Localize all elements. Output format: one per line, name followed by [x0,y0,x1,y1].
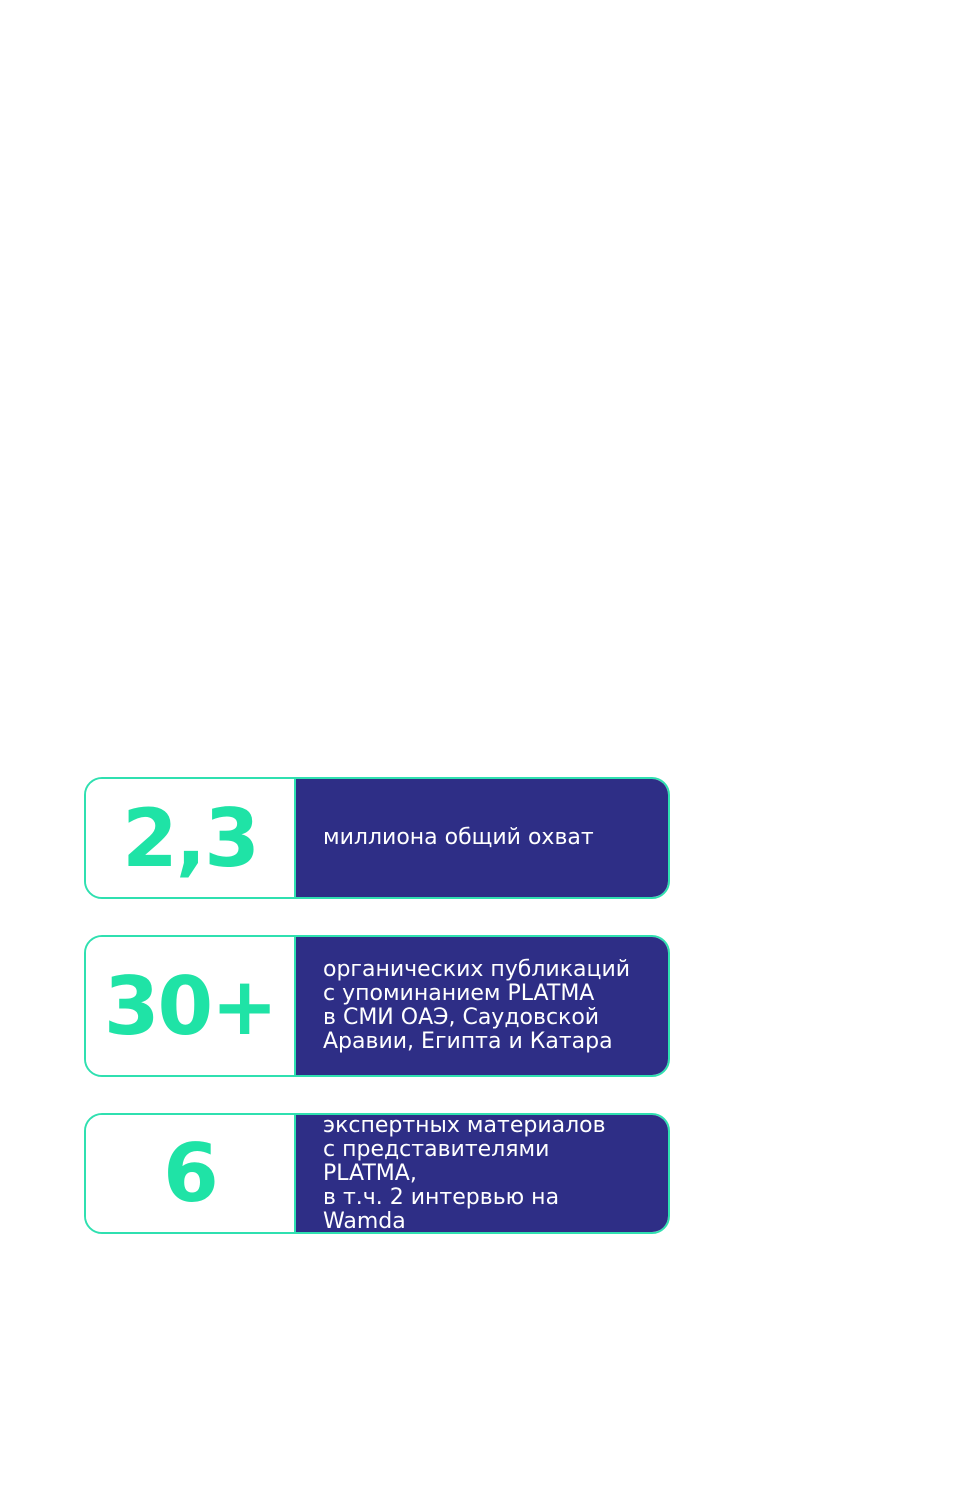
stat-card-publications [84,935,670,1077]
stat-card-expert-materials [84,1113,670,1234]
stat-card-reach [84,777,670,899]
stat-description: экспертных материалов с представителями PLATMA, в т.ч. 2 интервью на Wamda [296,1115,668,1232]
stat-description: миллиона общий охват [296,779,668,897]
stat-value: 6 [86,1115,296,1232]
stat-value: 2,3 [86,779,296,897]
stat-value: 30+ [86,937,296,1075]
stat-description: органических публикаций с упоминанием PLATMA в СМИ ОАЭ, Саудовской Аравии, Египта и Катара [296,937,668,1075]
